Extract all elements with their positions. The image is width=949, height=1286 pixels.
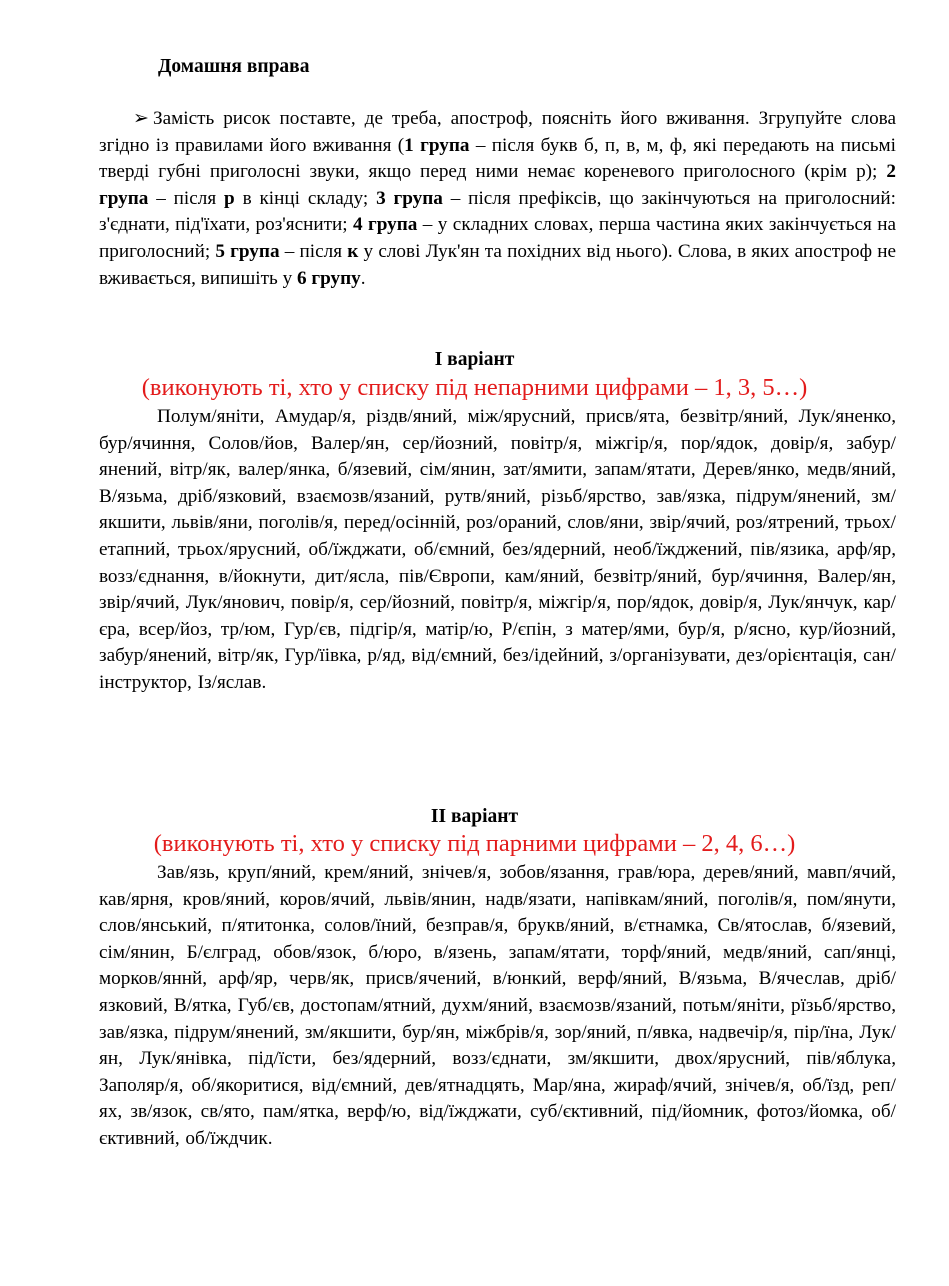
- task-text-run: – після: [148, 187, 225, 209]
- task-text-run: Замість рисок поставте, де треба, апостроф, поясніть його вживання. Згрупуйте слова згідно із правилами його вживання (: [99, 108, 896, 156]
- task-group-label: 1 група: [404, 134, 470, 156]
- task-text-run: – після префіксів, що закінчуються на приголосний: з'єднати, під'їхати, роз'яснити;: [99, 187, 897, 236]
- task-group-label: р: [224, 187, 235, 209]
- task-text-run: – у складних словах, перша частина яких закінчується на приголосний;: [99, 214, 896, 262]
- task-text-run: – після букв б, п, в, м, ф, які передають на письмі тверді губні приголосні звуки, якщо перед ними немає кореневого приголосного (крім р);: [99, 134, 896, 183]
- task-text-run: – після: [279, 240, 348, 262]
- task-group-label: 2 група: [99, 161, 896, 209]
- task-text-run: .: [360, 267, 366, 289]
- task-instructions: [99, 106, 896, 292]
- task-group-label: к: [347, 240, 359, 262]
- bullet-arrow-icon: ➢: [133, 108, 150, 129]
- task-group-label: 5 група: [215, 240, 280, 262]
- variant-2-subtitle: (виконують ті, хто у списку під парними цифрами – 2, 4, 6…): [153, 830, 796, 857]
- task-text-run: у слові Лук'ян та похідних від нього). Слова, в яких апостроф не вживається, випишіть у: [99, 240, 896, 289]
- page-title: Домашня вправа: [158, 56, 310, 77]
- task-group-label: 6 групу: [296, 267, 361, 289]
- task-group-label: 4 група: [353, 214, 418, 236]
- task-text: [99, 108, 896, 289]
- variant-1-heading: І варіант: [434, 349, 515, 370]
- variant-1-word-list: Полум/яніти, Амудар/я, різдв/яний, між/ярусний, присв/ята, безвітр/яний, Лук/яненко, бур/ячиння, Солов/йов, Валер/ян, сер/йозний, повітр/я, міжгір/я, пор/ядок, довір/я, забур/янений, вітр/як, валер/янка, б/язевий, сім/янин, зат/ямити, запам/ятати, Дерев/янко, медв/яний, В/язьма, дріб/язковий, взаємозв/язаний, рутв/яний, різьб/ярство, зав/язка, підрум/янений, зм/якшити, львів/яни, поголів/я, перед/осінній, роз/ораний, слов/яни, звір/ячий, роз/ятрений, трьох/етапний, трьох/ярусний, об/їжджати, об/ємний, без/ядерний, необ/їжджений, пів/язика, арф/яр, возз/єднання, в/йокнути, дит/ясла, пів/Європи, кам/яний, безвітр/яний, бур/ячиння, Валер/ян, звір/ячий, Лук/янович, повір/я, сер/йозний, повітр/я, міжгір/я, пор/ядок, довір/я, Лук/янчук, кар/єра, всер/йоз, тр/юм, Гур/єв, підгір/я, матір/ю, Р/єпін, з матер/ями, бур/я, р/ясно, кур/йозний, забур/янений, вітр/як, Гур/їівка, р/яд, від/ємний, без/ідейний, з/організувати, дез/орієнтація, сан/інструктор, Із/яслав.: [99, 406, 896, 693]
- task-text-run: в кінці складу;: [234, 187, 377, 209]
- variant-1-subtitle: (виконують ті, хто у списку під непарними цифрами – 1, 3, 5…): [141, 374, 808, 401]
- variant-2-heading: ІІ варіант: [430, 806, 519, 827]
- task-group-label: 3 група: [376, 187, 443, 209]
- variant-2-word-list: Зав/язь, круп/яний, крем/яний, знічев/я, зобов/язання, грав/юра, дерев/яний, мавп/ячий, кав/ярня, кров/яний, коров/ячий, львів/янин, надв/язати, напівкам/яний, поголів/я, пом/янути, слов/янський, п/ятитонка, солов/їний, безправ/я, брукв/яний, в/єтнамка, Св/ятослав, б/язевий, сім/янин, Б/єлград, обов/язок, б/юро, в/язень, запам/ятати, торф/яний, медв/яний, сап/янці, морков/яннй, арф/яр, черв/як, присв/ячений, в/юнкий, верф/яний, В/язьма, В/ячеслав, дріб/язковий, В/ятка, Губ/єв, достопам/ятний, духм/яний, взаємозв/язаний, потьм/яніти, рїзьб/ярство, зав/язка, підрум/янений, зм/якшити, бур/ян, міжбрів/я, зор/яний, п/явка, надвечір/я, пір/їна, Лук/ян, Лук/янівка, під/їсти, без/ядерний, возз/єднати, зм/якшити, двох/ярусний, пів/яблука, Заполяр/я, об/якоритися, від/ємний, дев/ятнадцять, Мар/яна, жираф/ячий, знічев/я, об/їзд, реп/ях, зв/язок, св/ято, пам/ятка, верф/ю, від/їжджати, суб/єктивний, під/йомник, фотоз/йомка, об/єктивний, об/їждчик.: [99, 862, 896, 1149]
